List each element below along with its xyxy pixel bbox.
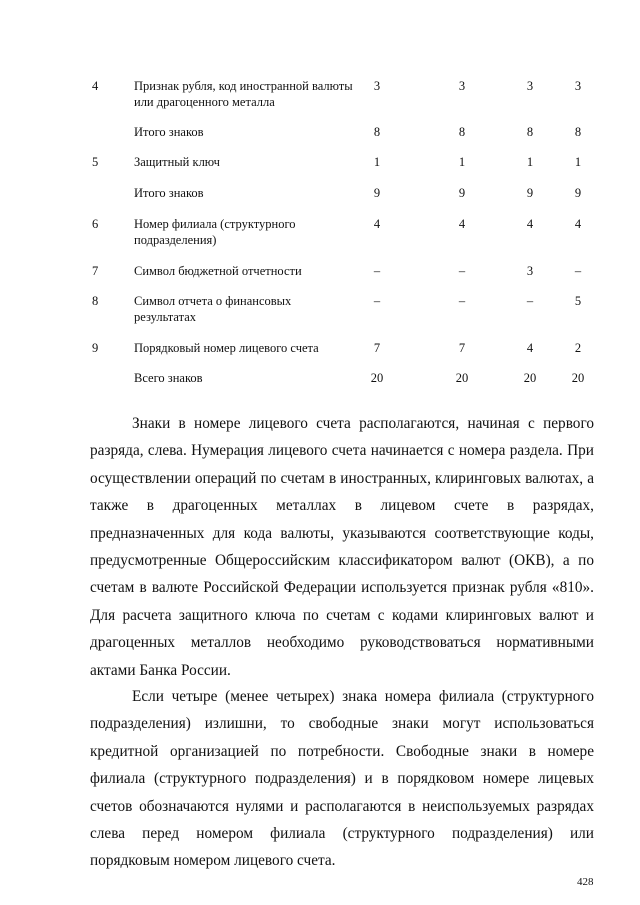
value-col-4: 9 <box>574 186 582 200</box>
value-col-3: 9 <box>526 186 534 200</box>
value-col-3: 3 <box>526 264 534 278</box>
value-col-1: 4 <box>373 217 381 231</box>
value-col-4: 5 <box>574 294 582 308</box>
value-col-1: 8 <box>373 125 381 139</box>
value-col-4: 20 <box>571 371 585 385</box>
value-col-4: 3 <box>574 79 582 93</box>
row-number: 8 <box>92 294 99 308</box>
value-col-2: – <box>458 294 466 308</box>
value-col-2: 8 <box>458 125 466 139</box>
value-col-2: 7 <box>458 341 466 355</box>
row-number: 6 <box>92 217 99 231</box>
paragraph: Если четыре (менее четырех) знака номера филиала (структурного подразделения) излишни, то свободные знаки могут использоваться кредитной организацией по потребности. Свободные знаки в номере филиала (структурного подразделения) и в порядковом номере лицевых счетов обозначаются нулями и располагаются в неиспользуемых разрядах слева перед номером филиала (структурного подразделения) или порядковым номером лицевого счета. <box>90 688 594 870</box>
value-col-4: 1 <box>574 155 582 169</box>
value-col-4: – <box>574 264 582 278</box>
row-number: 4 <box>92 79 99 93</box>
row-label: Порядковый номер лицевого счета <box>134 341 319 355</box>
value-col-3: – <box>526 294 534 308</box>
row-label: Номер филиала (структурного подразделения) <box>134 217 296 247</box>
value-col-1: 7 <box>373 341 381 355</box>
row-number: 7 <box>92 264 99 278</box>
value-col-2: – <box>458 264 466 278</box>
row-label: Символ бюджетной отчетности <box>134 264 302 278</box>
page-number: 428 <box>577 876 594 888</box>
value-col-3: 8 <box>526 125 534 139</box>
value-col-3: 1 <box>526 155 534 169</box>
value-col-2: 20 <box>455 371 469 385</box>
value-col-2: 1 <box>458 155 466 169</box>
value-col-1: – <box>373 264 381 278</box>
row-label: Защитный ключ <box>134 155 220 169</box>
value-col-1: 1 <box>373 155 381 169</box>
value-col-3: 4 <box>526 217 534 231</box>
paragraph: Знаки в номере лицевого счета располагаются, начиная с первого разряда, слева. Нумерация лицевого счета начинается с номера раздела. При осуществлении операций по счетам в иностранных, клиринговых валютах, а также в драгоценных металлах в лицевом счете в разрядах, предназначенных для кода валюты, указываются соответствующие коды, предусмотренные Общероссийским классификатором валют (ОКВ), а по счетам в валюте Российской Федерации используется признак рубля «810». Для расчета защитного ключа по счетам с кодами клиринговых валют и драгоценных металлов необходимо руководствоваться нормативными актами Банка России. <box>90 415 594 679</box>
value-col-1: 20 <box>370 371 384 385</box>
value-col-4: 2 <box>574 341 582 355</box>
value-col-1: – <box>373 294 381 308</box>
row-label: Признак рубля, код иностранной валюты или драгоценного металла <box>134 79 353 109</box>
row-label: Итого знаков <box>134 186 204 200</box>
row-number: 9 <box>92 341 99 355</box>
value-col-3: 20 <box>523 371 537 385</box>
value-col-4: 8 <box>574 125 582 139</box>
row-number: 5 <box>92 155 99 169</box>
value-col-3: 4 <box>526 341 534 355</box>
row-label: Всего знаков <box>134 371 203 385</box>
value-col-4: 4 <box>574 217 582 231</box>
value-col-1: 3 <box>373 79 381 93</box>
value-col-2: 4 <box>458 217 466 231</box>
value-col-3: 3 <box>526 79 534 93</box>
value-col-1: 9 <box>373 186 381 200</box>
value-col-2: 9 <box>458 186 466 200</box>
row-label: Итого знаков <box>134 125 204 139</box>
value-col-2: 3 <box>458 79 466 93</box>
row-label: Символ отчета о финансовых результатах <box>134 294 292 324</box>
